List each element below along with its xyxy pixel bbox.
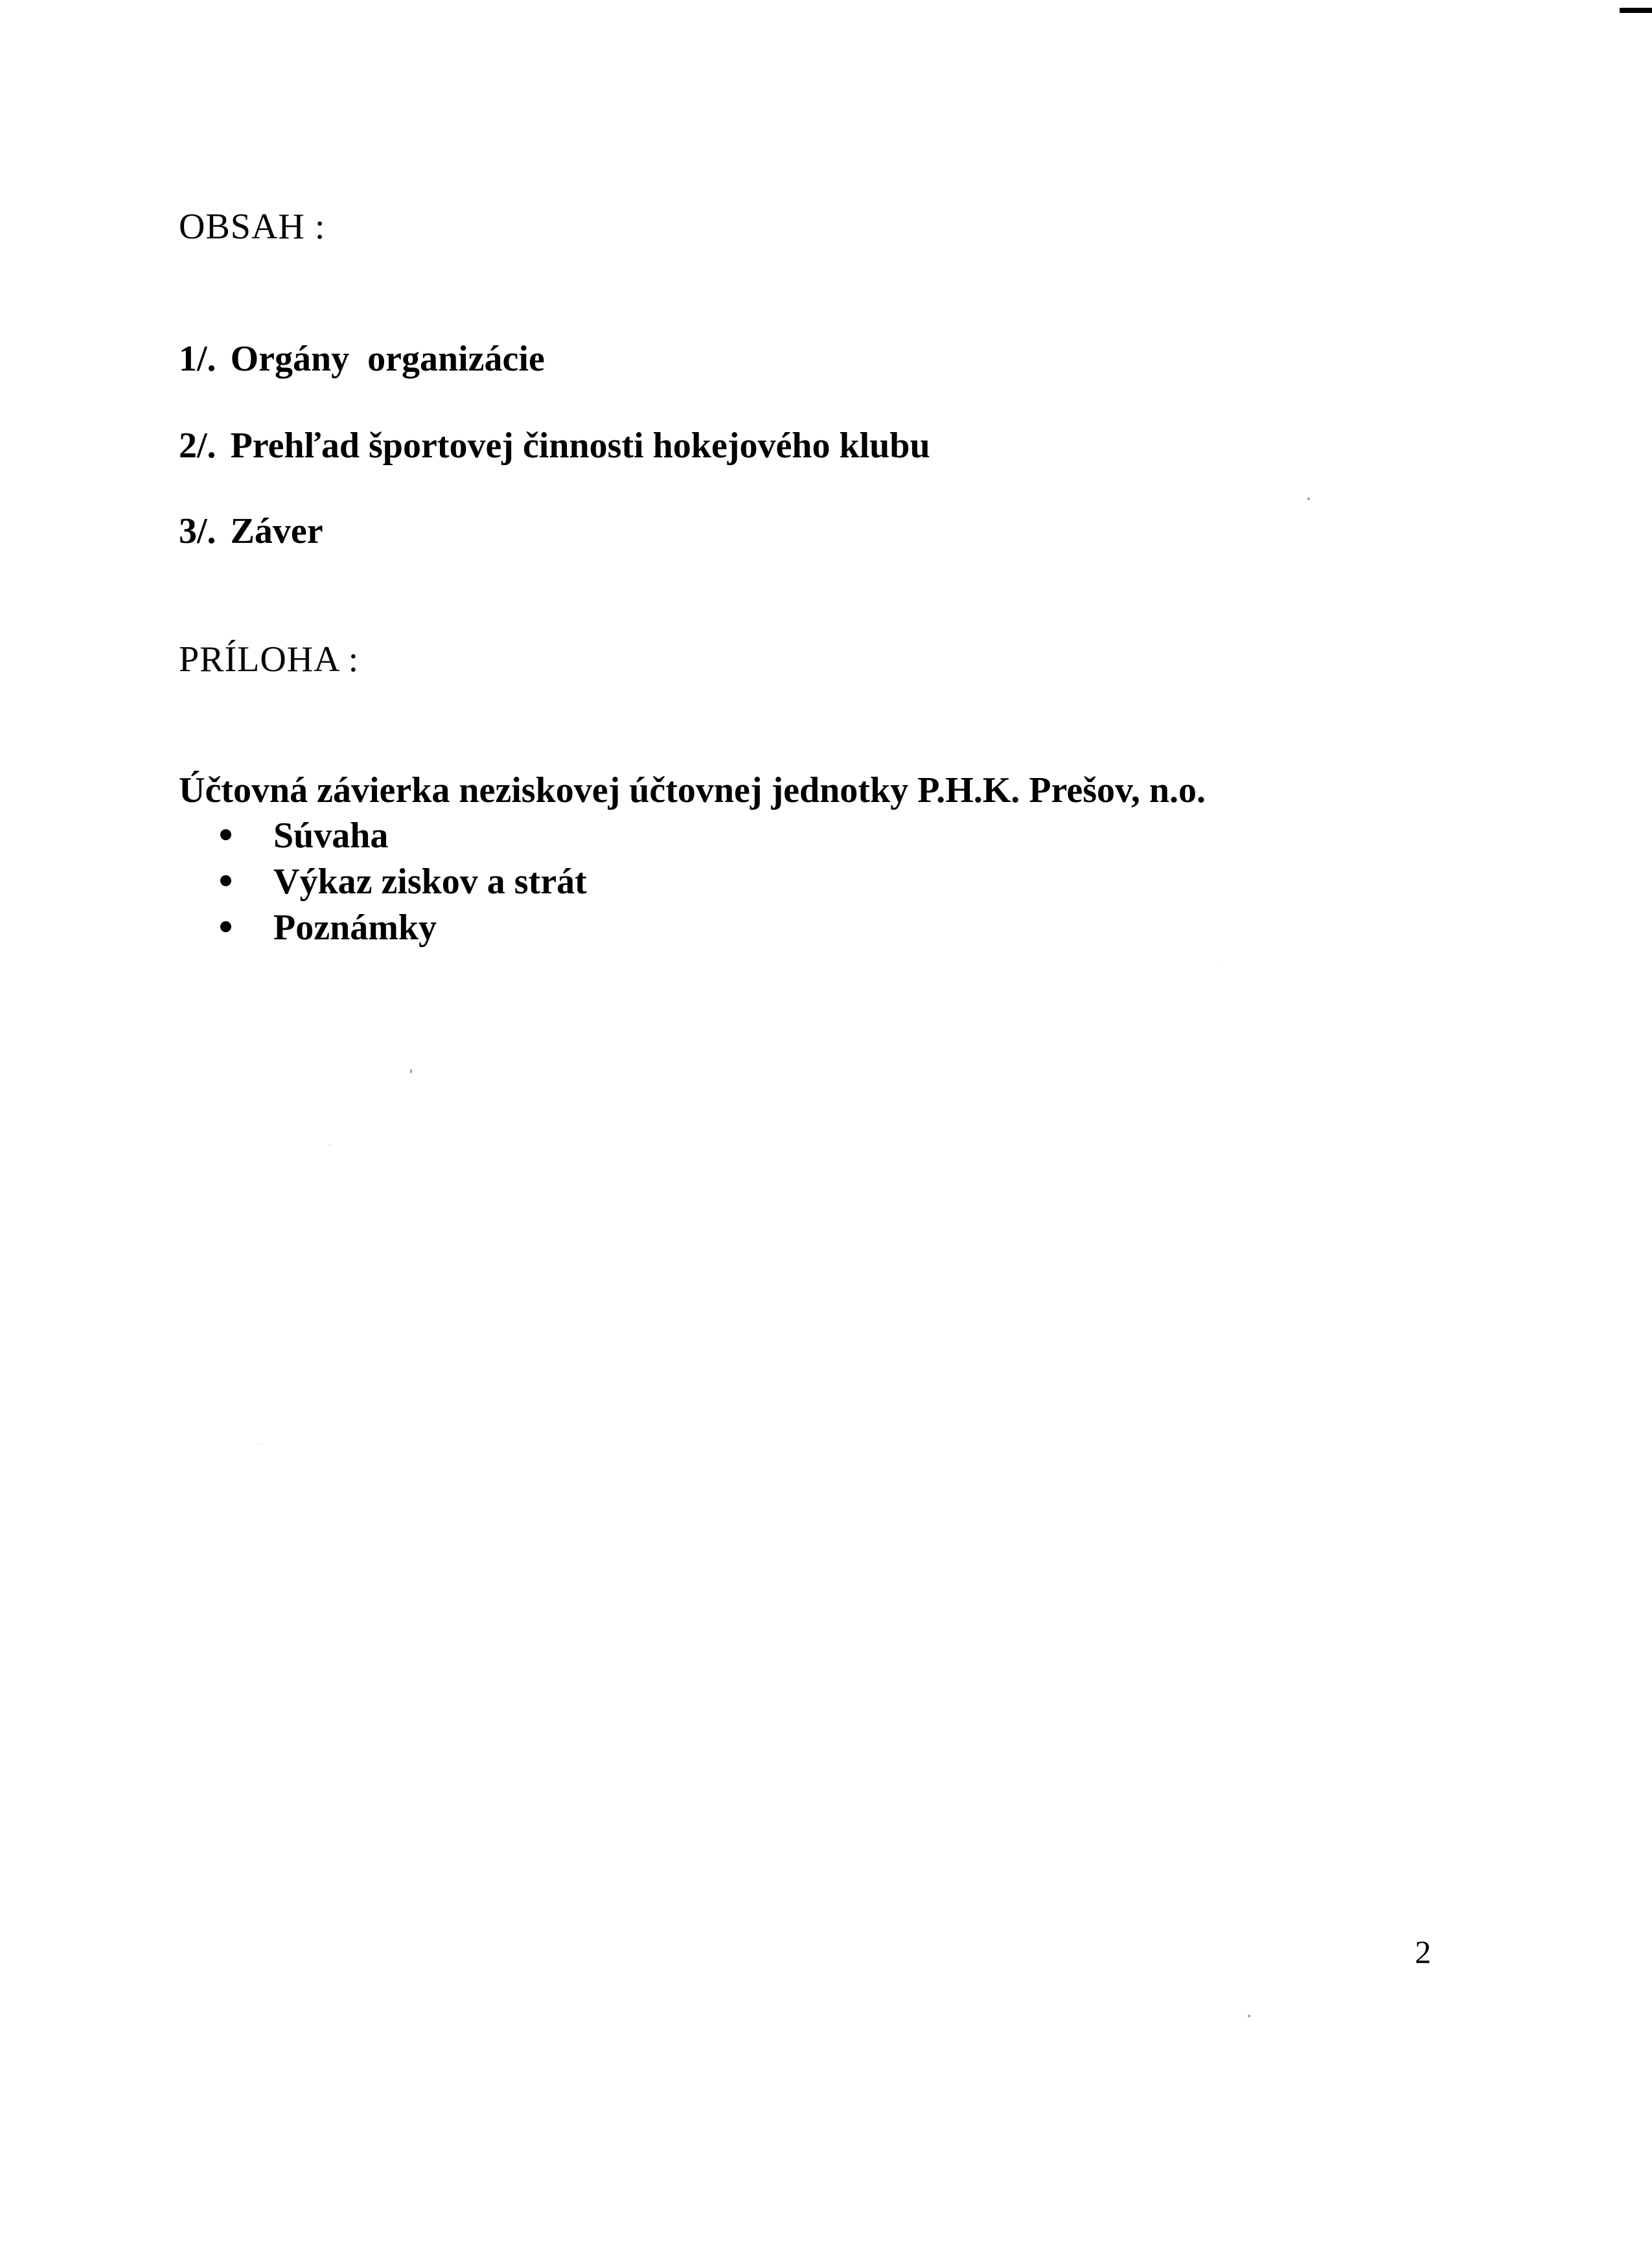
bullet-icon (220, 875, 231, 886)
contents-item-label: Prehľad športovej činnosti hokejového klubu (230, 426, 930, 466)
scan-speck (1307, 498, 1310, 500)
contents-item-number: 1/. (179, 339, 216, 379)
contents-item (179, 341, 545, 377)
contents-item-label: Orgány organizácie (230, 339, 545, 379)
attachment-item-label: Výkaz ziskov a strát (273, 862, 587, 902)
contents-item (179, 513, 323, 549)
scan-speck (1248, 2015, 1250, 2017)
contents-item (179, 428, 930, 464)
scan-speck (1218, 965, 1219, 967)
contents-item-label: Záver (230, 511, 323, 551)
scan-speck (258, 1443, 259, 1445)
scan-edge-mark (1620, 8, 1652, 13)
attachment-title: Účtovná závierka neziskovej účtovnej jednotky P.H.K. Prešov, n.o. (179, 770, 1206, 810)
bullet-icon (220, 921, 231, 932)
attachment-heading: PRÍLOHA : (179, 639, 360, 680)
scan-speck (410, 1069, 412, 1073)
contents-item-number: 2/. (179, 426, 216, 466)
attachment-item-label: Poznámky (273, 908, 437, 948)
contents-heading: OBSAH : (179, 207, 326, 247)
contents-item-number: 3/. (179, 511, 216, 551)
page-number: 2 (1415, 1934, 1431, 1970)
attachment-item-label: Súvaha (273, 816, 389, 856)
bullet-icon (220, 829, 231, 840)
scan-speck (329, 1144, 330, 1145)
